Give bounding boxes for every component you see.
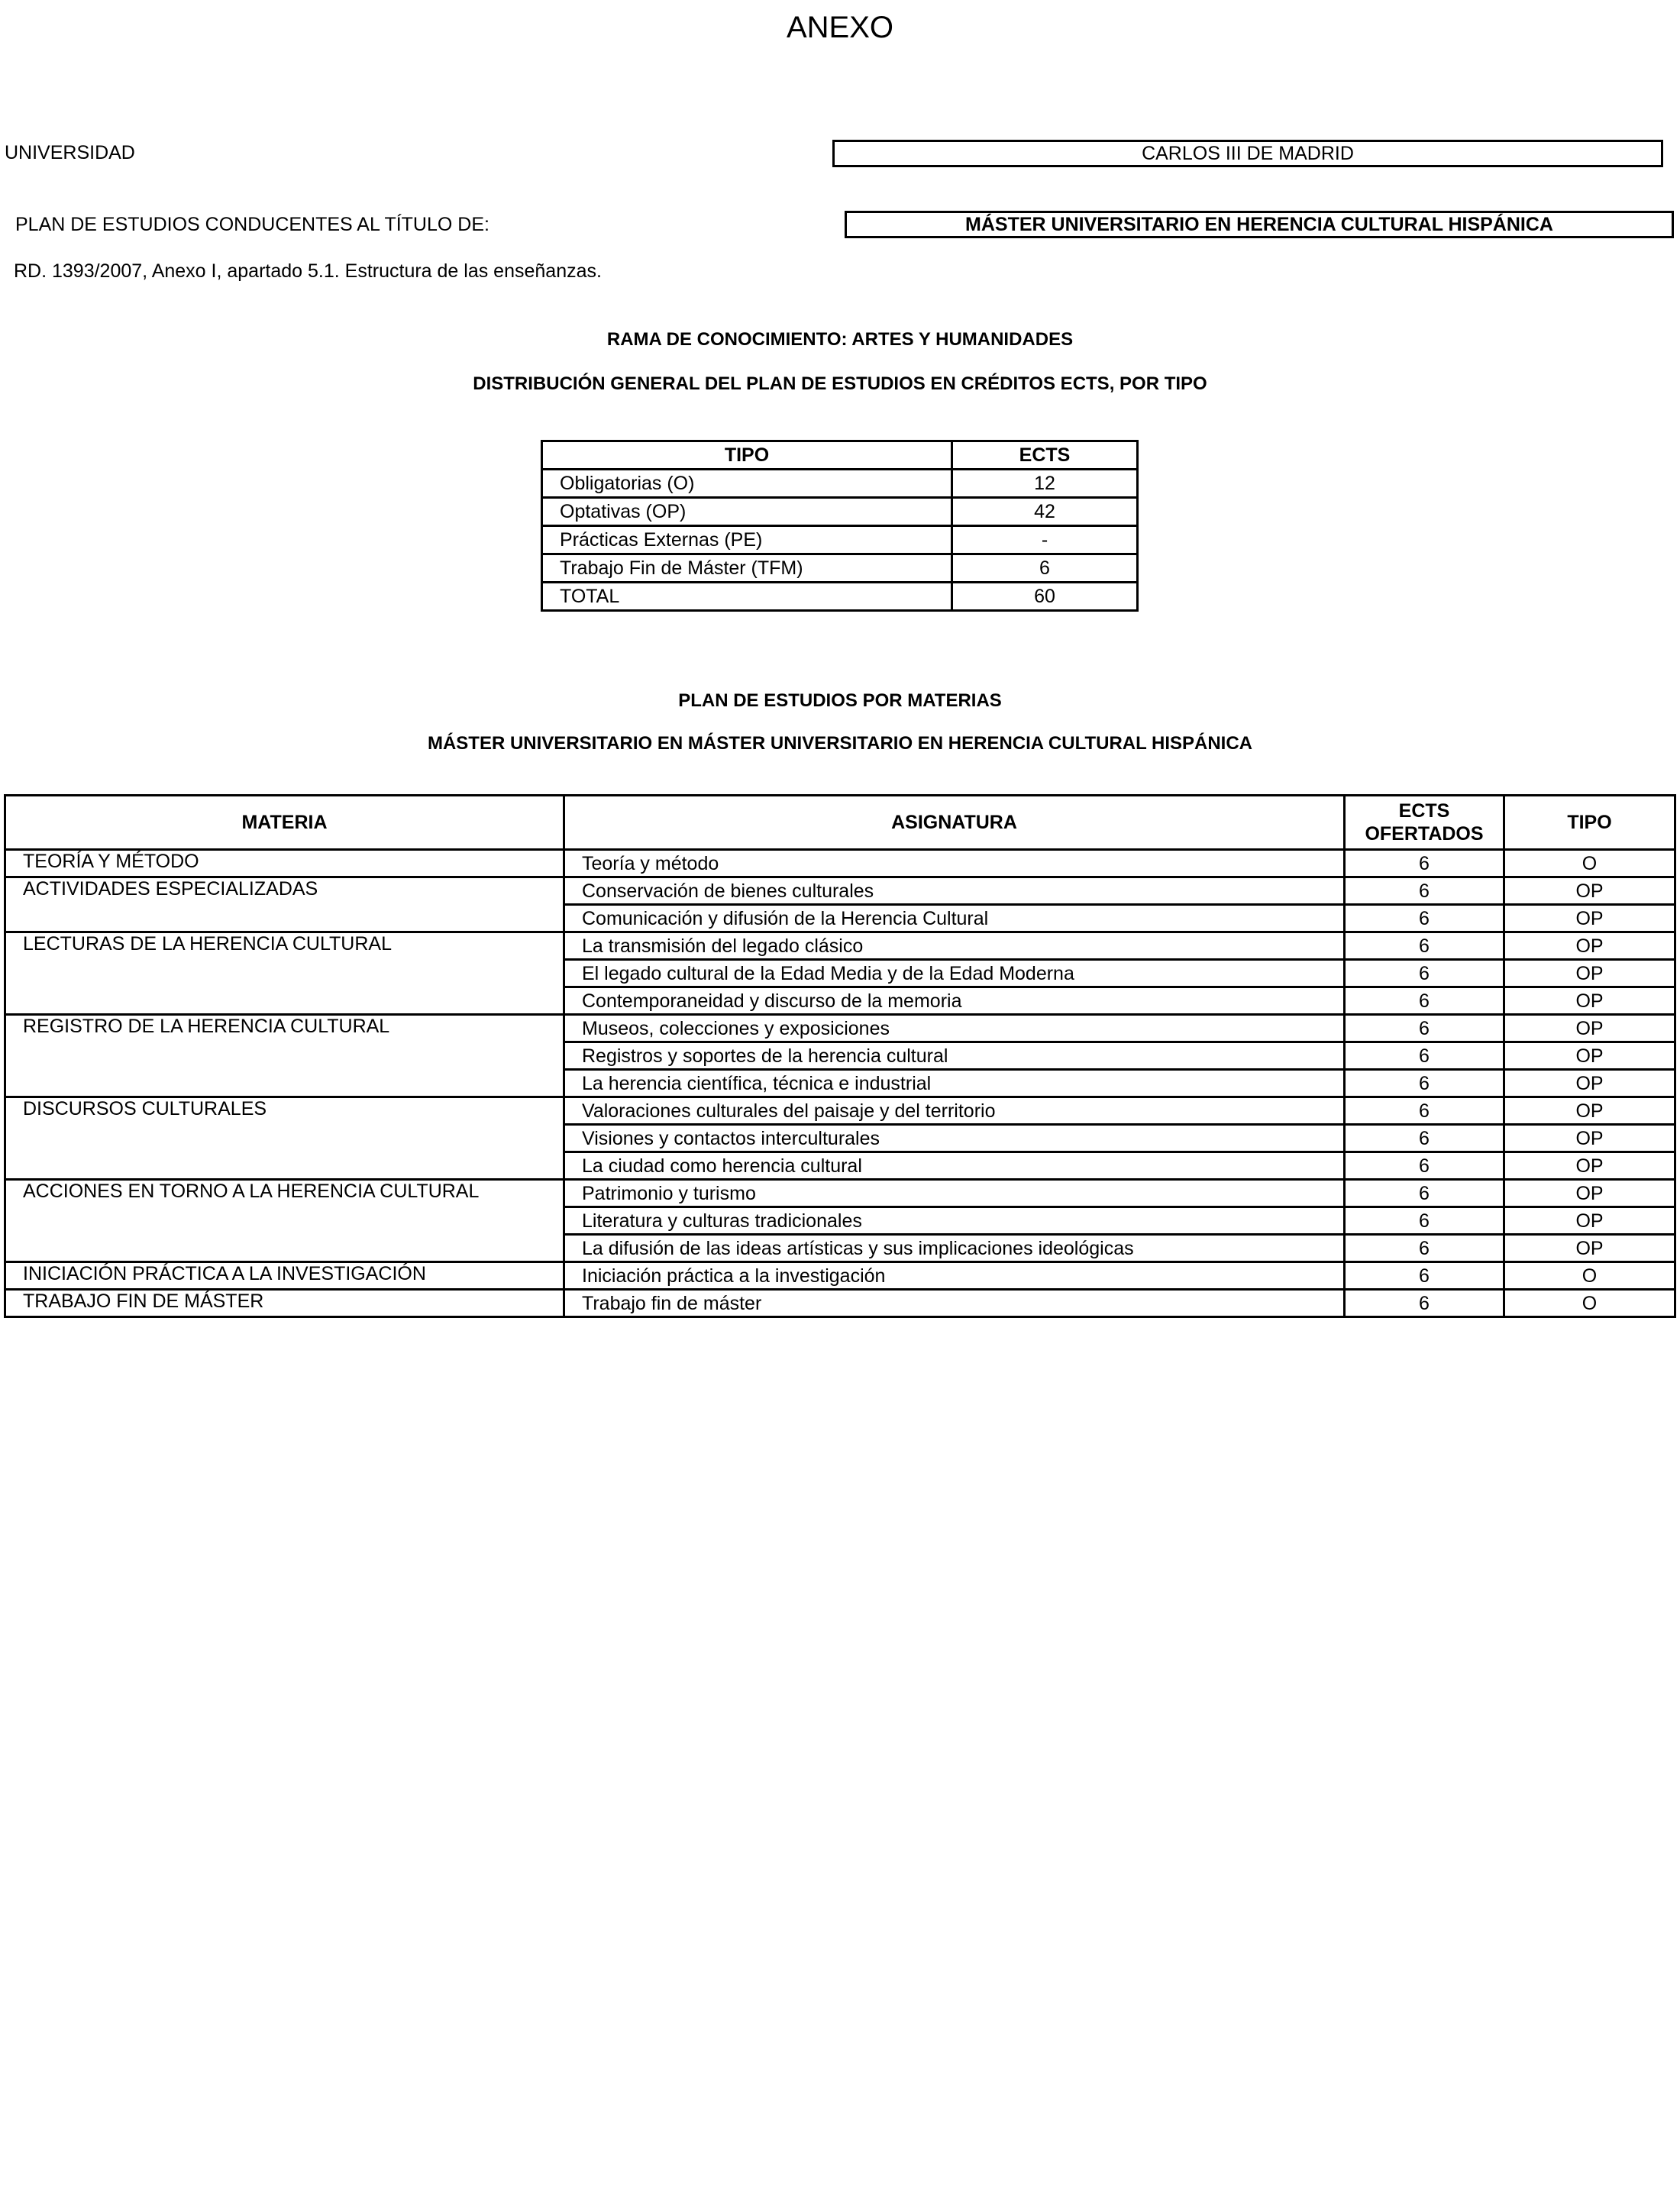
page-title: ANEXO [786,11,894,44]
ects-cell: 6 [1345,1235,1504,1262]
asignatura-cell: Comunicación y difusión de la Herencia Cultural [564,905,1345,932]
tipo-cell: OP [1504,1015,1675,1042]
ects-ofertados-header [1345,796,1504,850]
tipo-cell: O [1504,850,1675,877]
ects-cell: 42 [952,498,1138,526]
asignatura-cell: La ciudad como herencia cultural [564,1152,1345,1180]
table-row [5,850,1675,877]
ects-header: ECTS [952,441,1138,470]
ects-cell: 6 [1345,960,1504,987]
ects-cell: 6 [1345,987,1504,1015]
tipo-cell: OP [1504,932,1675,960]
table-row [542,498,1138,526]
tipo-cell: OP [1504,905,1675,932]
materia-cell: INICIACIÓN PRÁCTICA A LA INVESTIGACIÓN [5,1262,564,1290]
tipo-cell: OP [1504,877,1675,905]
ects-cell: 6 [952,554,1138,583]
tipo-cell: OP [1504,960,1675,987]
tipo-cell: OP [1504,1235,1675,1262]
asignatura-cell: Literatura y culturas tradicionales [564,1207,1345,1235]
asignatura-cell: Conservación de bienes culturales [564,877,1345,905]
tipo-table-header [542,441,1138,470]
tipo-cell: OP [1504,1180,1675,1207]
asignatura-cell: Museos, colecciones y exposiciones [564,1015,1345,1042]
asignatura-cell: Trabajo fin de máster [564,1290,1345,1317]
asignatura-cell: Valoraciones culturales del paisaje y del territorio [564,1097,1345,1125]
materia-cell: TEORÍA Y MÉTODO [5,850,564,877]
asignatura-cell: La transmisión del legado clásico [564,932,1345,960]
tipo-table [541,440,1139,612]
asignatura-cell: Visiones y contactos interculturales [564,1125,1345,1152]
ects-header-line1: ECTS [1398,800,1450,822]
tipo-cell: OP [1504,1125,1675,1152]
asignatura-cell: El legado cultural de la Edad Media y de la Edad Moderna [564,960,1345,987]
tipo-cell: Obligatorias (O) [542,470,952,498]
materia-cell: ACCIONES EN TORNO A LA HERENCIA CULTURAL [5,1180,564,1262]
rd-note: RD. 1393/2007, Anexo I, apartado 5.1. Estructura de las enseñanzas. [14,260,602,282]
table-row [5,877,1675,905]
asignatura-cell: Patrimonio y turismo [564,1180,1345,1207]
ects-cell: 60 [952,583,1138,611]
tipo-cell: OP [1504,1070,1675,1097]
materia-header: MATERIA [5,796,564,850]
ects-cell: 6 [1345,1070,1504,1097]
ects-cell: 6 [1345,1097,1504,1125]
materia-cell: DISCURSOS CULTURALES [5,1097,564,1180]
asignatura-cell: La herencia científica, técnica e industrial [564,1070,1345,1097]
table-row [5,1262,1675,1290]
table-row [542,554,1138,583]
tipo-cell: O [1504,1290,1675,1317]
table-row [5,932,1675,960]
plan-label: PLAN DE ESTUDIOS CONDUCENTES AL TÍTULO DE: [15,214,489,235]
table-row [5,1290,1675,1317]
tipo-cell: OP [1504,1152,1675,1180]
ects-cell: 6 [1345,1290,1504,1317]
ects-cell: 6 [1345,1207,1504,1235]
materia-cell: ACTIVIDADES ESPECIALIZADAS [5,877,564,932]
asignatura-cell: Registros y soportes de la herencia cultural [564,1042,1345,1070]
table-row [5,1097,1675,1125]
tipo-cell: OP [1504,987,1675,1015]
asignatura-cell: Contemporaneidad y discurso de la memoria [564,987,1345,1015]
tipo-header: TIPO [1504,796,1675,850]
tipo-cell: Optativas (OP) [542,498,952,526]
materia-cell: TRABAJO FIN DE MÁSTER [5,1290,564,1317]
distribucion-heading: DISTRIBUCIÓN GENERAL DEL PLAN DE ESTUDIOS EN CRÉDITOS ECTS, POR TIPO [473,373,1207,394]
table-row [5,1180,1675,1207]
table-row [5,1015,1675,1042]
universidad-value: CARLOS III DE MADRID [832,140,1663,167]
ects-cell: 6 [1345,1015,1504,1042]
asignatura-cell: La difusión de las ideas artísticas y sus implicaciones ideológicas [564,1235,1345,1262]
table-row [542,583,1138,611]
tipo-cell: Prácticas Externas (PE) [542,526,952,554]
ects-cell: 12 [952,470,1138,498]
plan-value: MÁSTER UNIVERSITARIO EN HERENCIA CULTURAL HISPÁNICA [845,211,1674,238]
ects-cell: 6 [1345,850,1504,877]
table-row [542,470,1138,498]
materia-cell: REGISTRO DE LA HERENCIA CULTURAL [5,1015,564,1097]
master-heading: MÁSTER UNIVERSITARIO EN MÁSTER UNIVERSITARIO EN HERENCIA CULTURAL HISPÁNICA [427,733,1253,754]
tipo-cell: O [1504,1262,1675,1290]
asignatura-cell: Iniciación práctica a la investigación [564,1262,1345,1290]
ects-cell: 6 [1345,1125,1504,1152]
tipo-cell: Trabajo Fin de Máster (TFM) [542,554,952,583]
ects-cell: 6 [1345,1262,1504,1290]
ects-cell: 6 [1345,1180,1504,1207]
ects-cell: 6 [1345,1152,1504,1180]
materias-table [4,794,1676,1318]
tipo-cell: OP [1504,1042,1675,1070]
materias-table-header [5,796,1675,850]
ects-cell: - [952,526,1138,554]
tipo-cell: OP [1504,1207,1675,1235]
tipo-cell: OP [1504,1097,1675,1125]
asignatura-cell: Teoría y método [564,850,1345,877]
table-row [542,526,1138,554]
ects-header-line2: OFERTADOS [1365,823,1484,845]
tipo-cell: TOTAL [542,583,952,611]
tipo-header: TIPO [542,441,952,470]
asignatura-header: ASIGNATURA [564,796,1345,850]
rama-heading: RAMA DE CONOCIMIENTO: ARTES Y HUMANIDADES [606,329,1074,350]
materia-cell: LECTURAS DE LA HERENCIA CULTURAL [5,932,564,1015]
ects-cell: 6 [1345,932,1504,960]
ects-cell: 6 [1345,1042,1504,1070]
universidad-label: UNIVERSIDAD [5,142,135,163]
ects-cell: 6 [1345,905,1504,932]
ects-cell: 6 [1345,877,1504,905]
materias-heading: PLAN DE ESTUDIOS POR MATERIAS [678,690,1002,711]
